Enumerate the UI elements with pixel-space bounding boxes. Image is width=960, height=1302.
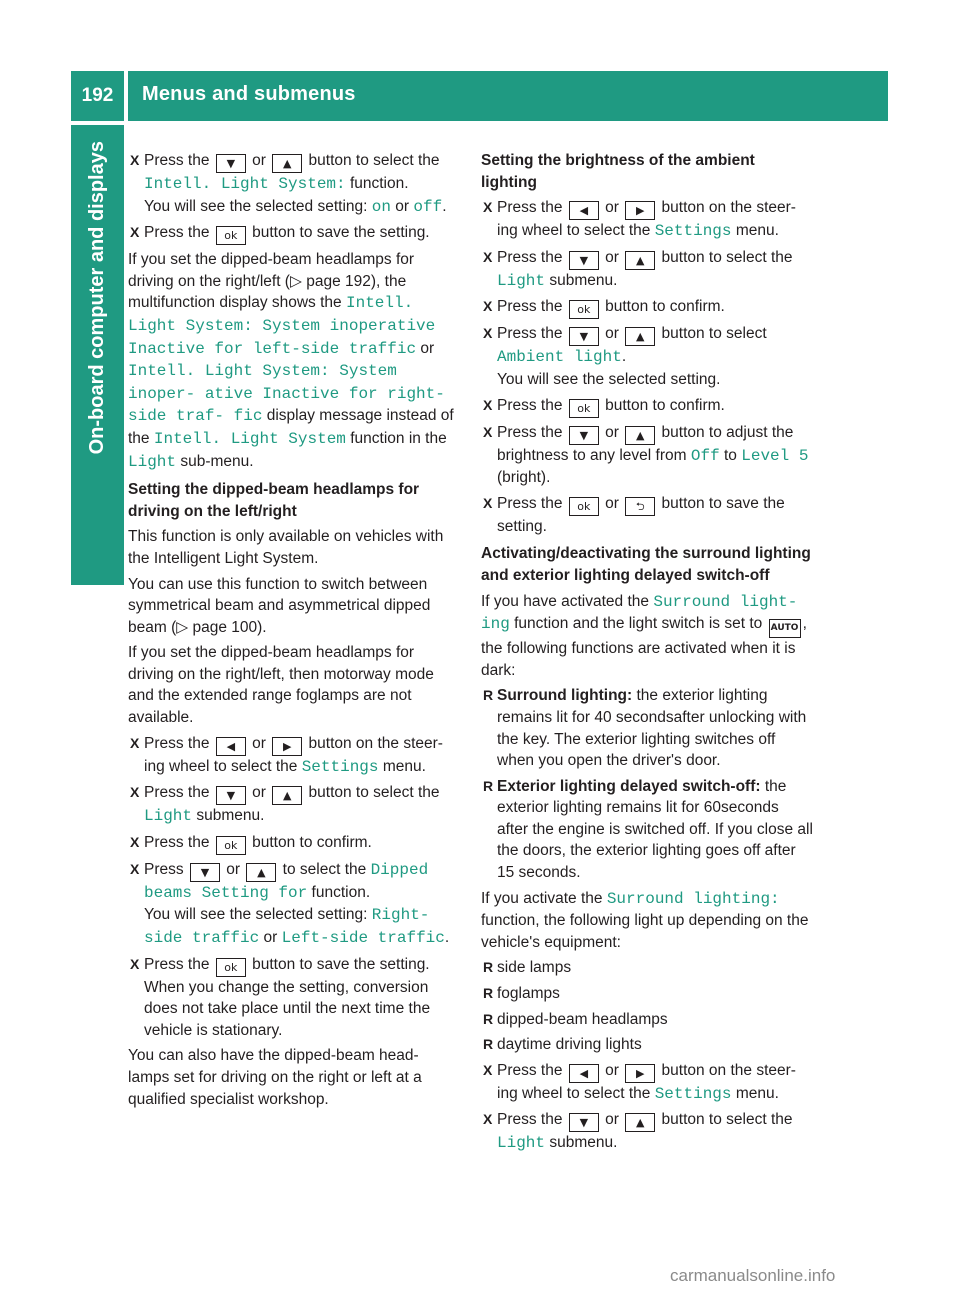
step-text: function. <box>349 175 409 192</box>
display-text: Dipped beams Setting for <box>144 860 429 902</box>
display-text: Off <box>690 446 720 465</box>
up-key-icon: ▲ <box>625 1113 655 1132</box>
section-heading: Setting the brightness of the ambient lighting <box>481 152 755 191</box>
step-text: Press the <box>144 833 210 851</box>
display-text: Intell. Light System: <box>144 175 346 193</box>
step-note: When you change the setting, conversion does not take place until the next time the vehicle is stationary. <box>144 978 431 1039</box>
step-text: menu. <box>735 222 779 240</box>
step-text: button to confirm. <box>605 298 725 316</box>
page-number: 192 <box>81 85 114 106</box>
step-note: You will see the selected setting: <box>144 197 368 215</box>
ok-key-icon: ok <box>569 399 599 418</box>
down-key-icon: ▼ <box>569 327 599 346</box>
step-text: menu. <box>382 757 426 775</box>
step-text: or <box>395 197 410 215</box>
step <box>128 954 460 1042</box>
text: function, the following light up depending on the vehicle's equipment: <box>481 912 809 951</box>
step <box>481 197 813 243</box>
step-text: . <box>621 348 627 366</box>
step-text: Press the <box>497 423 563 441</box>
step-note: You will see the selected setting: <box>144 906 368 924</box>
page-ref-arrow-icon: ▷ <box>289 272 302 290</box>
step-text: . <box>444 929 450 947</box>
down-key-icon: ▼ <box>216 786 246 805</box>
right-key-icon: ▶ <box>625 1064 655 1083</box>
text: page 192), the multifunction display shows the <box>128 272 407 312</box>
up-key-icon: ▲ <box>625 251 655 270</box>
step-text: (bright). <box>497 469 551 487</box>
left-key-icon: ◀ <box>216 737 246 756</box>
step-text: Press the <box>144 224 210 242</box>
step <box>128 222 460 245</box>
step-text: button to select the <box>308 152 440 169</box>
section-sidebar <box>71 125 124 585</box>
step-text: Press the <box>497 248 563 266</box>
auto-switch-icon: AUTO <box>769 619 801 638</box>
text: , the following functions are activated when it is dark: <box>481 615 807 679</box>
watermark-text: carmanualsonline.info <box>670 1266 836 1285</box>
step-text: Press the <box>144 955 210 973</box>
step <box>481 422 813 489</box>
step <box>128 782 460 828</box>
bullet-term: Surround lighting: <box>497 687 633 705</box>
text: If you have activated the <box>481 592 650 610</box>
page-ref-arrow-icon: ▷ <box>176 618 189 636</box>
display-text: Intell. Light System: System inoper‐ ative Inactive for right-side traf‐ fic <box>128 362 445 426</box>
ok-key-icon: ok <box>216 836 246 855</box>
step-text: or <box>605 325 619 343</box>
bullet-term: Exterior lighting delayed switch-off: <box>497 777 761 795</box>
paragraph <box>481 591 813 682</box>
left-column <box>128 150 460 1114</box>
step-text: Press <box>144 860 184 878</box>
up-key-icon: ▲ <box>272 154 302 173</box>
ok-key-icon: ok <box>569 300 599 319</box>
display-text: Ambient light <box>497 348 622 367</box>
back-key-icon: ⮌ <box>625 497 655 516</box>
up-key-icon: ▲ <box>625 426 655 445</box>
step-text: button on the steer-ing wheel to select the <box>497 1061 796 1102</box>
step-text: or <box>605 248 619 266</box>
text: If you activate the <box>481 889 603 907</box>
display-text: Level 5 <box>741 446 809 465</box>
step-text: button to adjust the brightness to any level from <box>497 423 794 464</box>
left-key-icon: ◀ <box>569 201 599 220</box>
step-text: button to select <box>661 325 767 343</box>
step-text: Press the <box>497 1061 563 1079</box>
down-key-icon: ▼ <box>216 154 246 173</box>
list-item: R side lamps <box>481 957 813 979</box>
down-key-icon: ▼ <box>569 1113 599 1132</box>
step-text: or <box>263 929 278 947</box>
step-text: Press the <box>497 199 563 217</box>
right-column <box>481 150 813 1159</box>
ok-key-icon: ok <box>216 958 246 977</box>
text: display message instead of the <box>128 407 454 447</box>
display-text: Intell. Light System: System inoperative Inactive for left-side traffic <box>128 294 436 358</box>
list-item: R foglamps <box>481 983 813 1005</box>
text: function and the light switch is set to <box>514 615 763 633</box>
bullet-item <box>481 685 813 771</box>
paragraph: This function is only available on vehicles with the Intelligent Light System. <box>128 528 444 567</box>
step <box>481 1109 813 1155</box>
step-text: button to confirm. <box>605 396 725 414</box>
step-text: button to confirm. <box>252 833 372 851</box>
step <box>128 859 460 950</box>
step-text: or <box>226 860 241 878</box>
step-text: to <box>723 446 737 464</box>
step <box>481 493 813 538</box>
text: or <box>420 339 435 357</box>
up-key-icon: ▲ <box>625 327 655 346</box>
paragraph <box>481 888 813 954</box>
step-text: button to save the setting. <box>252 224 430 242</box>
step-text: function. <box>311 883 371 901</box>
step <box>128 832 460 855</box>
step <box>481 247 813 293</box>
step-text: or <box>252 784 266 802</box>
text: You can use this function to switch between symmetrical beam and asymmetrical dipped beam ( <box>128 575 431 636</box>
step-text: button to select the <box>661 1111 793 1129</box>
left-key-icon: ◀ <box>569 1064 599 1083</box>
up-key-icon: ▲ <box>272 786 302 805</box>
down-key-icon: ▼ <box>569 426 599 445</box>
step-text: Press the <box>144 784 210 802</box>
step-text: Press the <box>497 325 563 343</box>
right-key-icon: ▶ <box>625 201 655 220</box>
down-key-icon: ▼ <box>190 863 220 882</box>
display-text: Settings <box>654 222 732 241</box>
right-key-icon: ▶ <box>272 737 302 756</box>
bullet-text: the exterior lighting remains lit for 60seconds after the engine is switched off. If you close all the doors, the exterior lighting goes off after 15 seconds. <box>497 777 813 882</box>
display-text: Settings <box>654 1084 732 1103</box>
step <box>481 323 813 390</box>
ok-key-icon: ok <box>569 497 599 516</box>
step-text: button on the steer-ing wheel to select the <box>144 734 443 775</box>
paragraph <box>128 249 460 473</box>
section-heading: Setting the dipped-beam headlamps for driving on the left/right <box>128 481 420 520</box>
step-text: . <box>442 197 447 215</box>
step-text: button on the steer-ing wheel to select the <box>497 199 796 240</box>
step-text: submenu. <box>549 271 618 289</box>
paragraph <box>128 574 460 639</box>
step-text: Press the <box>497 1111 563 1129</box>
bullet-text: the exterior lighting remains lit for 40 secondsafter unlocking with the key. The exterior lighting switches off when you open the driver's door. <box>497 687 807 770</box>
display-text: Left-side traffic <box>281 929 445 948</box>
step-text: submenu. <box>196 807 265 825</box>
display-text: Surround lighting: <box>606 889 780 908</box>
step <box>481 296 813 319</box>
step <box>128 150 460 218</box>
display-text: Light <box>497 271 546 290</box>
display-text: on <box>371 197 391 216</box>
step-text: button to select the <box>661 248 793 266</box>
paragraph: You can also have the dipped-beam head-lamps set for driving on the right or left at a qualified specialist workshop. <box>128 1047 422 1108</box>
page-title: Menus and submenus <box>142 83 356 105</box>
text: If you set the dipped-beam headlamps for driving on the right/left ( <box>128 251 415 290</box>
step-text: submenu. <box>549 1134 618 1152</box>
sidebar-label: On-board computer and displays <box>86 141 108 455</box>
display-text: Intell. Light System <box>153 429 346 448</box>
header-bar <box>128 71 888 121</box>
display-text: Light <box>144 807 193 826</box>
ok-key-icon: ok <box>216 226 246 245</box>
up-key-icon: ▲ <box>246 863 276 882</box>
step <box>481 1060 813 1106</box>
step-text: Press the <box>144 734 210 752</box>
page-number-box <box>71 71 124 121</box>
step-text: or <box>605 1061 619 1079</box>
text: sub-menu. <box>180 452 254 470</box>
step-text: or <box>252 152 266 169</box>
step <box>481 395 813 418</box>
list-item: R dipped-beam headlamps <box>481 1009 813 1031</box>
bullet-item <box>481 776 813 884</box>
step-text: Press the <box>497 396 563 414</box>
paragraph: If you set the dipped-beam headlamps for driving on the right/left, then motorway mode and the extended range foglamps are not available. <box>128 644 434 727</box>
display-text: Surround light‐ ing <box>481 592 798 634</box>
display-text: Light <box>128 452 177 471</box>
step-note: You will see the selected setting. <box>497 370 721 388</box>
step-text: or <box>605 199 619 217</box>
down-key-icon: ▼ <box>569 251 599 270</box>
step-text: to select the <box>282 860 367 878</box>
list-item: R daytime driving lights <box>481 1034 813 1056</box>
step <box>128 733 460 779</box>
step-text: or <box>252 734 266 752</box>
sidebar-label-wrap <box>71 125 124 585</box>
step-text: or <box>605 423 619 441</box>
display-text: Right-side traffic <box>144 906 430 948</box>
step-text: or <box>605 494 619 512</box>
step-text: Press the <box>497 298 563 316</box>
step-text: button to select the <box>308 784 440 802</box>
text: function in the <box>350 429 447 447</box>
step-text: Press the <box>497 494 563 512</box>
display-text: off <box>413 197 443 216</box>
section-heading: Activating/deactivating the surround lighting and exterior lighting delayed switch-off <box>481 545 811 584</box>
display-text: Light <box>497 1134 546 1153</box>
step-text: menu. <box>735 1084 779 1102</box>
step-text: Press the <box>144 152 210 169</box>
step-text: button to save the setting. <box>252 955 430 973</box>
text: page 100). <box>192 618 267 636</box>
display-text: Settings <box>301 757 379 776</box>
step-text: or <box>605 1111 619 1129</box>
step-text: button to save the setting. <box>497 494 785 535</box>
